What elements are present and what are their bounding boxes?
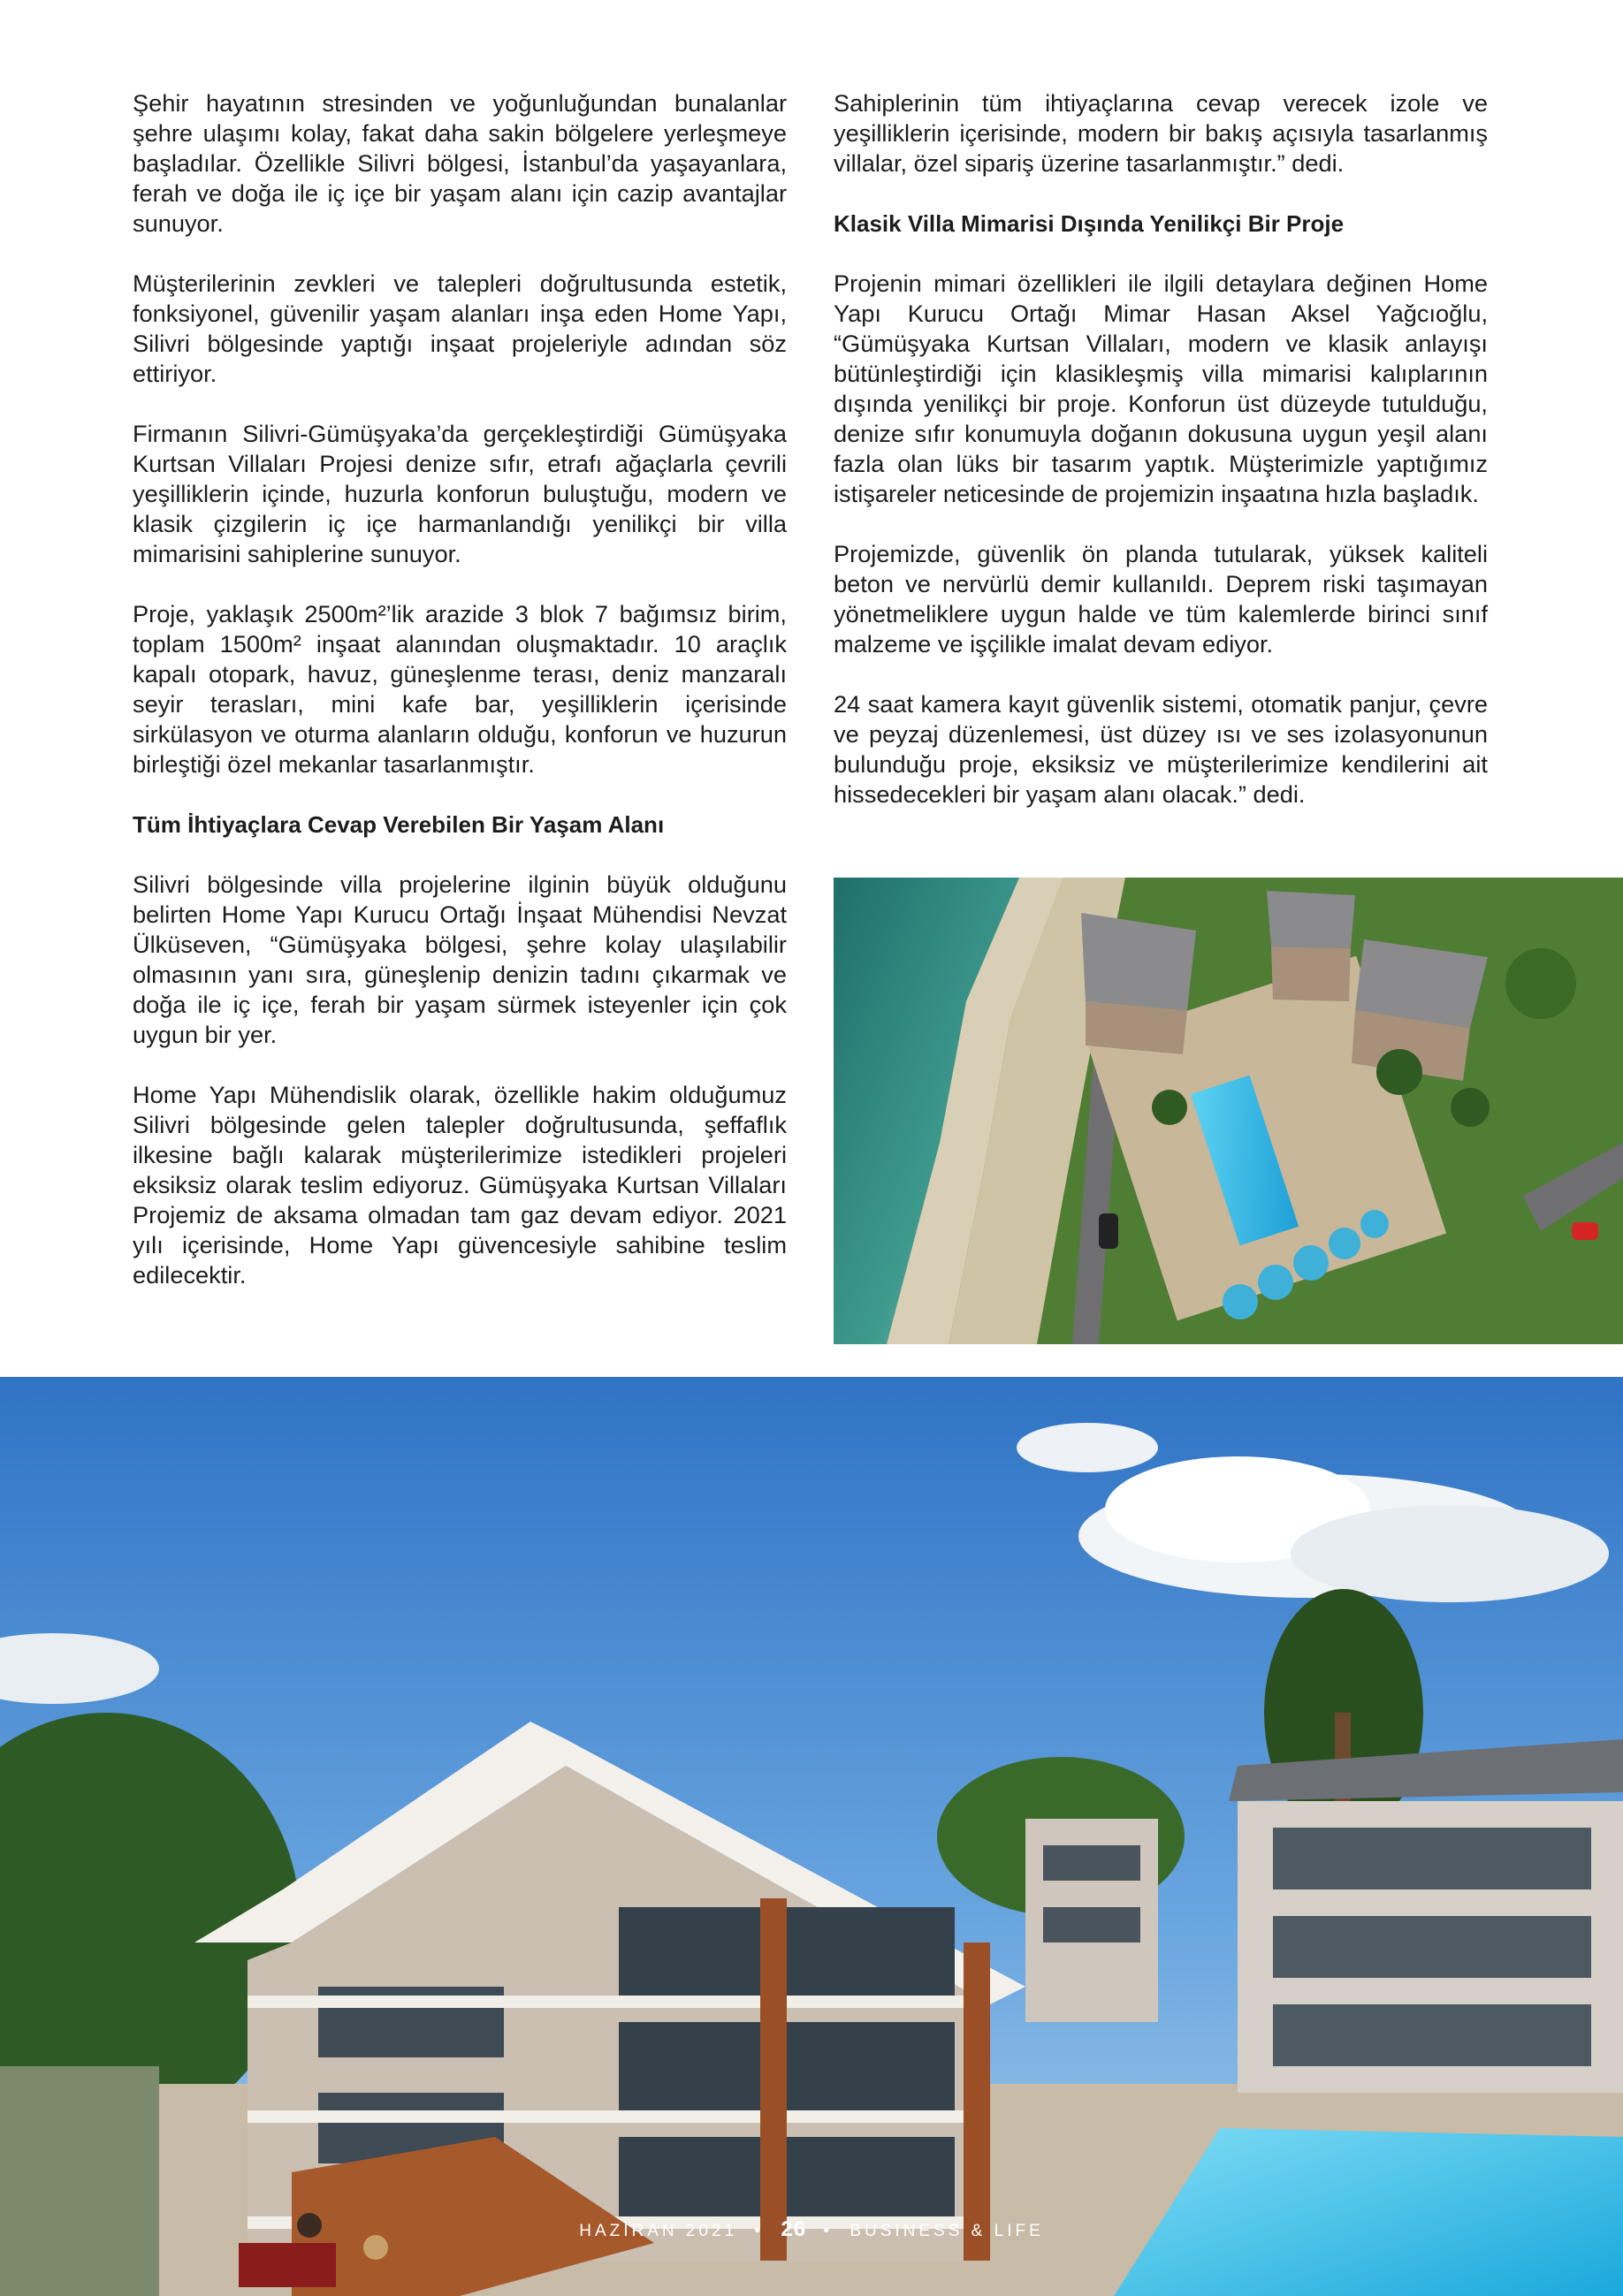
footer-month: HAZİRAN 2021 [579,2222,738,2240]
footer-separator: • [823,2222,834,2240]
left-paragraph-6: Home Yapı Mühendislik olarak, özellikle hakim olduğumuz Silivri bölgesinde gelen talepler doğrultusunda, şeffaflık ilkesine bağlı kalarak müşterilerimize istedikleri projeleri eksiksiz olarak teslim ediyoruz. Gümüşyaka Kurtsan Villaları Projemiz de aksama olmadan tam gaz devam ediyor. 2021 yılı içerisinde, Home Yapı güvencesiyle sahibine teslim edilecektir. [133,1081,787,1289]
right-section-heading: Klasik Villa Mimarisi Dışında Yenilikçi Bir Proje [834,210,1345,237]
left-paragraph-1: Şehir hayatının stresinden ve yoğunluğundan bunalanlar şehre ulaşımı kolay, fakat daha sakin bölgelere yerleşmeye başladılar. Özellikle Silivri bölgesi, İstanbul’da yaşayanlara, ferah ve doğa ile iç içe bir yaşam alanı için cazip avantajlar sunuyor. [133,89,787,237]
right-paragraph-3: Projemizde, güvenlik ön planda tutularak, yüksek kaliteli beton ve nervürlü demir kullanıldı. Deprem riski taşımayan yönetmeliklere uygun halde ve tüm kalemlerde birinci sınıf malzeme ve işçilikle imalat devam ediyor. [834,540,1488,658]
page-number: 26 [781,2217,807,2241]
hero-villa-photo [0,1377,1623,2296]
left-column [133,88,787,1320]
page-footer [0,2216,1623,2245]
left-paragraph-5: Silivri bölgesinde villa projelerine ilginin büyük olduğunu belirten Home Yapı Kurucu Ortağı İnşaat Mühendisi Nevzat Ülküseven, “Gümüşyaka bölgesi, şehre kolay ulaşılabilir olmasının yanı sıra, güneşlenip denizin tadını çıkarmak ve doğa ile iç içe, ferah bir yaşam sürmek isteyenler için çok uygun bir yer. [133,871,787,1048]
right-paragraph-2: Projenin mimari özellikleri ile ilgili detaylara değinen Home Yapı Kurucu Ortağı Mimar Hasan Aksel Yağcıoğlu, “Gümüşyaka Kurtsan Villaları, modern ve klasik anlayışı bütünleştirdiği için klasikleşmiş villa mimarisi kalıplarının dışında yenilikçi bir proje. Konforun üst düzeyde tutulduğu, denize sıfır konumuyla doğanın dokusuna uygun yeşil alanı fazla olan lüks bir tasarım yaptık. Müşterimizle yaptığımız istişareler neticesinde de projemizin inşaatına hızla başladık. [834,270,1488,507]
right-paragraph-4: 24 saat kamera kayıt güvenlik sistemi, otomatik panjur, çevre ve peyzaj düzenlemesi, üst düzey ısı ve ses izolasyonunun bulunduğu proje, eksiksiz ve müşterilerimize kendilerini ait hissedecekleri bir yaşam alanı olacak.” dedi. [834,690,1488,808]
left-section-heading: Tüm İhtiyaçlara Cevap Verebilen Bir Yaşam Alanı [133,811,665,838]
aerial-villa-photo [834,878,1623,1344]
right-column [834,88,1488,840]
footer-magazine: BUSINESS & LIFE [850,2222,1044,2240]
left-paragraph-2: Müşterilerinin zevkleri ve talepleri doğrultusunda estetik, fonksiyonel, güvenilir yaşam alanları inşa eden Home Yapı, Silivri bölgesinde yaptığı inşaat projeleriyle adından söz ettiriyor. [133,270,787,387]
right-paragraph-1: Sahiplerinin tüm ihtiyaçlarına cevap verecek izole ve yeşilliklerin içerisinde, modern bir bakış açısıyla tasarlanmış villalar, özel sipariş üzerine tasarlanmıştır.” dedi. [834,89,1488,177]
left-paragraph-3: Firmanın Silivri-Gümüşyaka’da gerçekleştirdiği Gümüşyaka Kurtsan Villaları Projesi denize sıfır, etrafı ağaçlarla çevrili yeşilliklerin içinde, huzurla konforun buluştuğu, modern ve klasik çizgilerin iç içe harmanlandığı yenilikçi bir villa mimarisini sahiplerine sunuyor. [133,420,787,567]
footer-separator: • [754,2222,765,2240]
left-paragraph-4: Proje, yaklaşık 2500m²’lik arazide 3 blok 7 bağımsız birim, toplam 1500m² inşaat alanından oluşmaktadır. 10 araçlık kapalı otopark, havuz, güneşlenme terası, deniz manzaralı seyir terasları, mini kafe bar, yeşilliklerin içerisinde sirkülasyon ve oturma alanların olduğu, konforun ve huzurun birleştiği özel mekanlar tasarlanmıştır. [133,600,787,778]
